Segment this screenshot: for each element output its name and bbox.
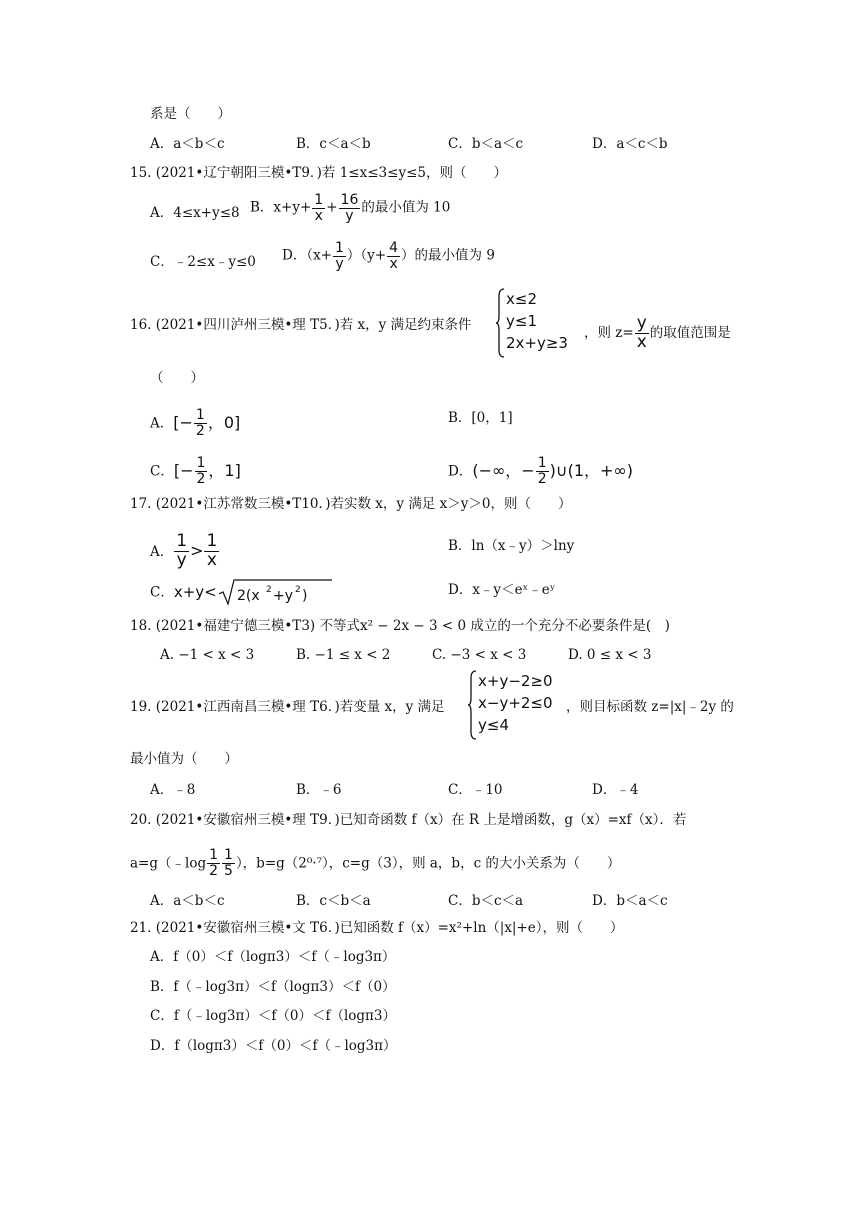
q16-stem-target: [584, 315, 731, 352]
q19-constraint-system: [468, 670, 578, 740]
q16-option-a-label: A．: [150, 415, 174, 432]
q19-option-b[interactable]: B．﹣6: [296, 782, 342, 798]
q20-line2-suffix: ），b=g（2⁰·⁷），c=g（3），则 a，b，c 的大小关系为（ ）: [235, 855, 621, 872]
q16-option-c-value: [− $\frac{1}{2}$ ，1]: [173, 455, 241, 487]
q16-stem-suffix: 的取值范围是: [649, 324, 731, 341]
q19-constraint-2: x−y+2≤0: [478, 694, 553, 712]
q16-option-c-label: C．: [150, 463, 174, 480]
svg-text:+y: +y: [272, 588, 293, 604]
q16-constraint-2: y≤1: [506, 312, 537, 330]
q16-stem-tail: （ ）: [150, 370, 204, 386]
q16-option-a[interactable]: [150, 408, 240, 438]
q16-constraint-system: [496, 288, 586, 358]
q19-constraint-1: x+y−2≥0: [478, 672, 553, 690]
q18-option-d[interactable]: D. 0 ≤ x < 3: [568, 647, 652, 663]
q17-option-b[interactable]: B．ln（x﹣y）＞lny: [448, 538, 575, 554]
q20-option-a[interactable]: A．a＜b＜c: [150, 893, 225, 909]
q15-option-d[interactable]: [282, 241, 495, 271]
left-brace-icon: [496, 288, 506, 358]
q20-line2: a=g（﹣log $\frac{1}{2}$ $\frac{1}{5}$ ），b=g（2⁰·⁷），c=g（3），则 a，b，c 的大小关系为（ ）: [130, 847, 621, 879]
q21-option-d[interactable]: D．f（logπ3）＜f（0）＜f（﹣log3π）: [150, 1038, 397, 1054]
q14-option-c[interactable]: C．b＜a＜c: [448, 136, 524, 152]
q17-stem: 17. (2021•江苏常数三模•T10．)若实数 x，y 满足 x＞y＞0，则（ ）: [130, 496, 572, 512]
fraction-1-over-y: $\frac{1}{y}$: [335, 240, 344, 272]
fraction-4-over-x: $\frac{4}{x}$: [389, 240, 399, 272]
q19-option-c[interactable]: C．﹣10: [448, 782, 503, 798]
q20-option-b[interactable]: B．c＜b＜a: [296, 893, 371, 909]
q21-option-a[interactable]: A．f（0）＜f（logπ3）＜f（﹣log3π）: [150, 949, 396, 965]
q18-stem: 18. (2021•福建宁德三模•T3) 不等式x² − 2x − 3 < 0 成立的一个充分不必要条件是( ): [130, 618, 670, 634]
q21-option-b[interactable]: B．f（﹣log3π）＜f（logπ3）＜f（0）: [150, 979, 396, 995]
q19-option-a[interactable]: A．﹣8: [150, 782, 196, 798]
q20-stem: 20. (2021•安徽宿州三模•理 T9．)已知奇函数 f（x）在 R 上是增函数，g（x）=xf（x）．若: [130, 812, 687, 828]
left-brace-icon: [468, 670, 478, 740]
q15-option-b-suffix: 的最小值为 10: [361, 199, 451, 216]
q19-constraint-3: y≤4: [478, 716, 509, 734]
svg-text:2: 2: [265, 585, 272, 595]
q16-option-b[interactable]: B．[0，1]: [448, 410, 513, 426]
q17-option-c[interactable]: C．x+y< 2(x 2 +y 2 ): [150, 578, 333, 606]
q16-constraint-3: 2x+y≥3: [506, 334, 568, 352]
q21-option-c[interactable]: C．f（﹣log3π）＜f（0）＜f（logπ3）: [150, 1008, 397, 1024]
q20-option-d[interactable]: D．b＜a＜c: [592, 893, 668, 909]
q17-option-a-label: A．: [150, 543, 174, 560]
fraction-16-over-y: $\frac{16}{y}$: [340, 192, 359, 224]
q19-stem-prefix: 19. (2021•江西南昌三模•理 T6．)若变量 x，y 满足: [130, 699, 445, 715]
q15-option-a[interactable]: A．4≤x+y≤8: [150, 205, 240, 221]
q19-option-d[interactable]: D．﹣4: [592, 782, 639, 798]
q16-stem-prefix: 16. (2021•四川泸州三模•理 T5．)若 x，y 满足约束条件: [130, 317, 472, 333]
svg-text:2(x: 2(x: [236, 588, 260, 604]
q14-stem-tail: 系是（ ）: [150, 106, 231, 122]
fraction-1-over-x: $\frac{1}{x}$: [314, 192, 324, 224]
svg-text:2: 2: [294, 585, 301, 595]
sqrt-symbol-icon: [217, 578, 333, 606]
q20-option-c[interactable]: C．b＜c＜a: [448, 893, 524, 909]
q15-option-b-prefix: B．x+y+: [250, 199, 312, 216]
q14-option-a[interactable]: A．a＜b＜c: [150, 136, 225, 152]
q18-option-a[interactable]: A. −1 < x < 3: [160, 647, 255, 663]
q21-stem: 21. (2021•安徽宿州三模•文 T6．)已知函数 f（x）=x²+ln（|x|+e），则（ ）: [130, 920, 624, 936]
q17-option-d[interactable]: D．x﹣y＜eˣ﹣eʸ: [448, 582, 556, 598]
q16-option-d-value: (−∞，− $\frac{1}{2}$ )∪(1，+∞): [472, 455, 633, 487]
q16-option-d[interactable]: [448, 456, 633, 486]
q14-option-d[interactable]: D．a＜c＜b: [592, 136, 668, 152]
q17-option-c-label: C．: [150, 584, 174, 601]
q16-option-d-label: D．: [448, 463, 473, 480]
q15-option-c[interactable]: C．﹣2≤x﹣y≤0: [150, 254, 256, 270]
q14-option-b[interactable]: B．c＜a＜b: [296, 136, 371, 152]
q16-stem-mid: ，则 z=: [584, 324, 634, 341]
q19-stem-tail: 最小值为（ ）: [130, 751, 238, 767]
q15-option-d-mid: ）（y+: [346, 247, 387, 264]
q15-option-b[interactable]: B．x+y+ $\frac{1}{x}$ + $\frac{16}{y}$ 的最小值为 10: [250, 192, 451, 224]
q17-option-a[interactable]: A． $\frac{1}{y}$ > $\frac{1}{x}$: [150, 531, 218, 570]
q19-stem-suffix: ，则目标函数 z=|x|﹣2y 的: [566, 699, 734, 715]
fraction-y-over-x: $\frac{y}{x}$: [636, 313, 647, 352]
q15-stem: 15. (2021•辽宁朝阳三模•T9．)若 1≤x≤3≤y≤5，则（ ）: [130, 165, 507, 181]
q18-option-c[interactable]: C. −3 < x < 3: [432, 647, 527, 663]
q15-option-d-prefix: D．（x+: [282, 247, 332, 264]
q18-option-b[interactable]: B. −1 ≤ x < 2: [296, 647, 391, 663]
q20-line2-prefix: a=g（﹣log: [130, 855, 207, 872]
q16-option-a-value: [− $\frac{1}{2}$ ，0]: [173, 407, 241, 439]
q15-option-d-suffix: ）的最小值为 9: [401, 247, 495, 264]
q16-option-c[interactable]: [150, 456, 241, 486]
svg-text:): ): [301, 588, 308, 604]
q16-constraint-1: x≤2: [506, 290, 537, 308]
